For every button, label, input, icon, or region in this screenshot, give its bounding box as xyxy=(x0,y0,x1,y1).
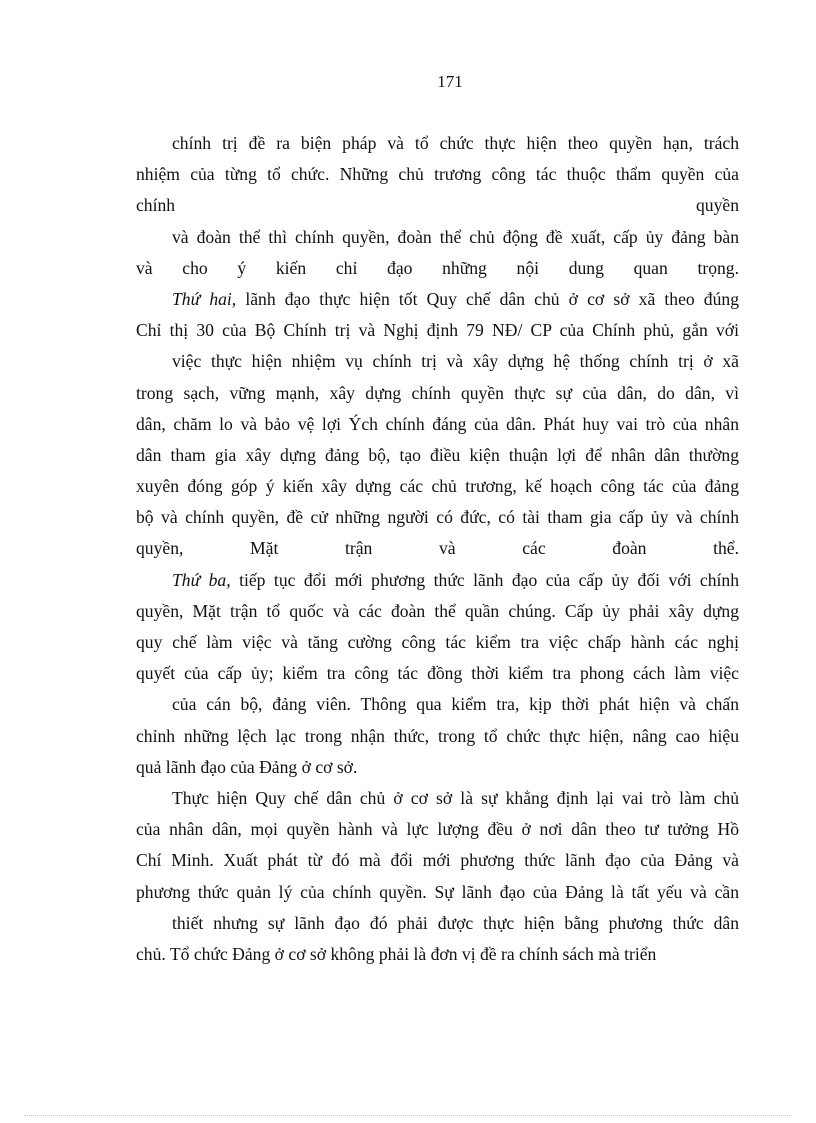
line-text: Chỉ thị 30 của Bộ Chính trị và Nghị định 79 NĐ/ CP của Chính phủ, gắn với xyxy=(136,320,739,341)
text-line xyxy=(136,315,739,346)
text-line xyxy=(136,471,739,502)
text-line xyxy=(136,689,739,720)
text-line xyxy=(136,908,739,939)
page-bottom-rule xyxy=(24,1115,792,1116)
text-line xyxy=(136,440,739,471)
line-text: dân tham gia xây dựng đảng bộ, tạo điều kiện thuận lợi để nhân dân thường xyxy=(136,444,739,465)
section-lead: Thứ ba, xyxy=(172,569,231,590)
text-line xyxy=(136,533,739,564)
line-text: quy chế làm việc và tăng cường công tác kiểm tra việc chấp hành các nghị xyxy=(136,632,739,652)
text-body xyxy=(136,128,739,970)
text-line xyxy=(136,409,739,440)
line-text: chủ. Tổ chức Đảng ở cơ sở không phải là đơn vị đề ra chính sách mà triển xyxy=(136,943,657,964)
line-text: chỉnh những lệch lạc trong nhận thức, trong tổ chức thực hiện, nâng cao hiệu xyxy=(136,725,739,746)
line-text: xuyên đóng góp ý kiến xây dựng các chủ trương, kế hoạch công tác của đảng xyxy=(136,476,739,497)
text-line xyxy=(136,565,739,596)
section-lead: Thứ hai, xyxy=(172,288,237,309)
text-line xyxy=(136,596,739,627)
text-line xyxy=(136,346,739,377)
line-text: quyền, Mặt trận tổ quốc và các đoàn thể quần chúng. Cấp ủy phải xây dựng xyxy=(136,600,739,621)
text-line xyxy=(136,253,739,284)
text-line xyxy=(136,128,739,159)
line-text: chính quyền xyxy=(136,195,739,216)
line-text: phương thức quản lý của chính quyền. Sự lãnh đạo của Đảng là tất yếu và cần xyxy=(136,881,739,902)
text-line xyxy=(136,658,739,689)
line-text: Thực hiện Quy chế dân chủ ở cơ sở là sự khẳng định lại vai trò làm chủ xyxy=(172,787,739,808)
line-text: và đoàn thể thì chính quyền, đoàn thể chủ động đề xuất, cấp ủy đảng bàn xyxy=(172,226,739,247)
line-text: nhiệm của từng tổ chức. Những chủ trương công tác thuộc thẩm quyền của xyxy=(136,164,739,185)
line-text: việc thực hiện nhiệm vụ chính trị và xây dựng hệ thống chính trị ở xã xyxy=(172,351,739,372)
text-line xyxy=(136,845,739,876)
text-line xyxy=(136,877,739,908)
text-line xyxy=(136,939,739,970)
line-text: trong sạch, vững mạnh, xây dựng chính quyền thực sự của dân, do dân, vì xyxy=(136,382,739,403)
line-text: thiết nhưng sự lãnh đạo đó phải được thực hiện bằng phương thức dân xyxy=(172,912,739,933)
line-text: quyền, Mặt trận và các đoàn thể. xyxy=(136,538,739,559)
line-text: Chí Minh. Xuất phát từ đó mà đổi mới phương thức lãnh đạo của Đảng và xyxy=(136,850,739,871)
text-line xyxy=(136,752,739,783)
text-line xyxy=(136,190,739,221)
text-line xyxy=(136,783,739,814)
line-text: tiếp tục đổi mới phương thức lãnh đạo của cấp ủy đối với chính xyxy=(230,569,739,590)
text-line xyxy=(136,721,739,752)
line-text: dân, chăm lo và bảo vệ lợi Ých chính đáng của dân. Phát huy vai trò của nhân xyxy=(136,413,739,434)
page-number: 171 xyxy=(437,72,463,91)
text-line xyxy=(136,814,739,845)
line-text: của cán bộ, đảng viên. Thông qua kiểm tra, kịp thời phát hiện và chấn xyxy=(172,694,739,715)
text-line xyxy=(136,502,739,533)
text-line xyxy=(136,284,739,315)
text-line xyxy=(136,378,739,409)
line-text: chính trị đề ra biện pháp và tổ chức thực hiện theo quyền hạn, trách xyxy=(172,133,739,153)
line-text: lãnh đạo thực hiện tốt Quy chế dân chủ ở cơ sở xã theo đúng xyxy=(236,288,739,309)
text-line xyxy=(136,627,739,658)
text-line xyxy=(136,222,739,253)
line-text: của nhân dân, mọi quyền hành và lực lượng đều ở nơi dân theo tư tưởng Hồ xyxy=(136,819,739,840)
text-line xyxy=(136,159,739,190)
line-text: quyết của cấp ủy; kiểm tra công tác đồng thời kiểm tra phong cách làm việc xyxy=(136,663,739,684)
line-text: quả lãnh đạo của Đảng ở cơ sở. xyxy=(136,756,358,777)
line-text: và cho ý kiến chỉ đạo những nội dung quan trọng. xyxy=(136,257,739,278)
line-text: bộ và chính quyền, đề cử những người có đức, có tài tham gia cấp ủy và chính xyxy=(136,507,739,528)
